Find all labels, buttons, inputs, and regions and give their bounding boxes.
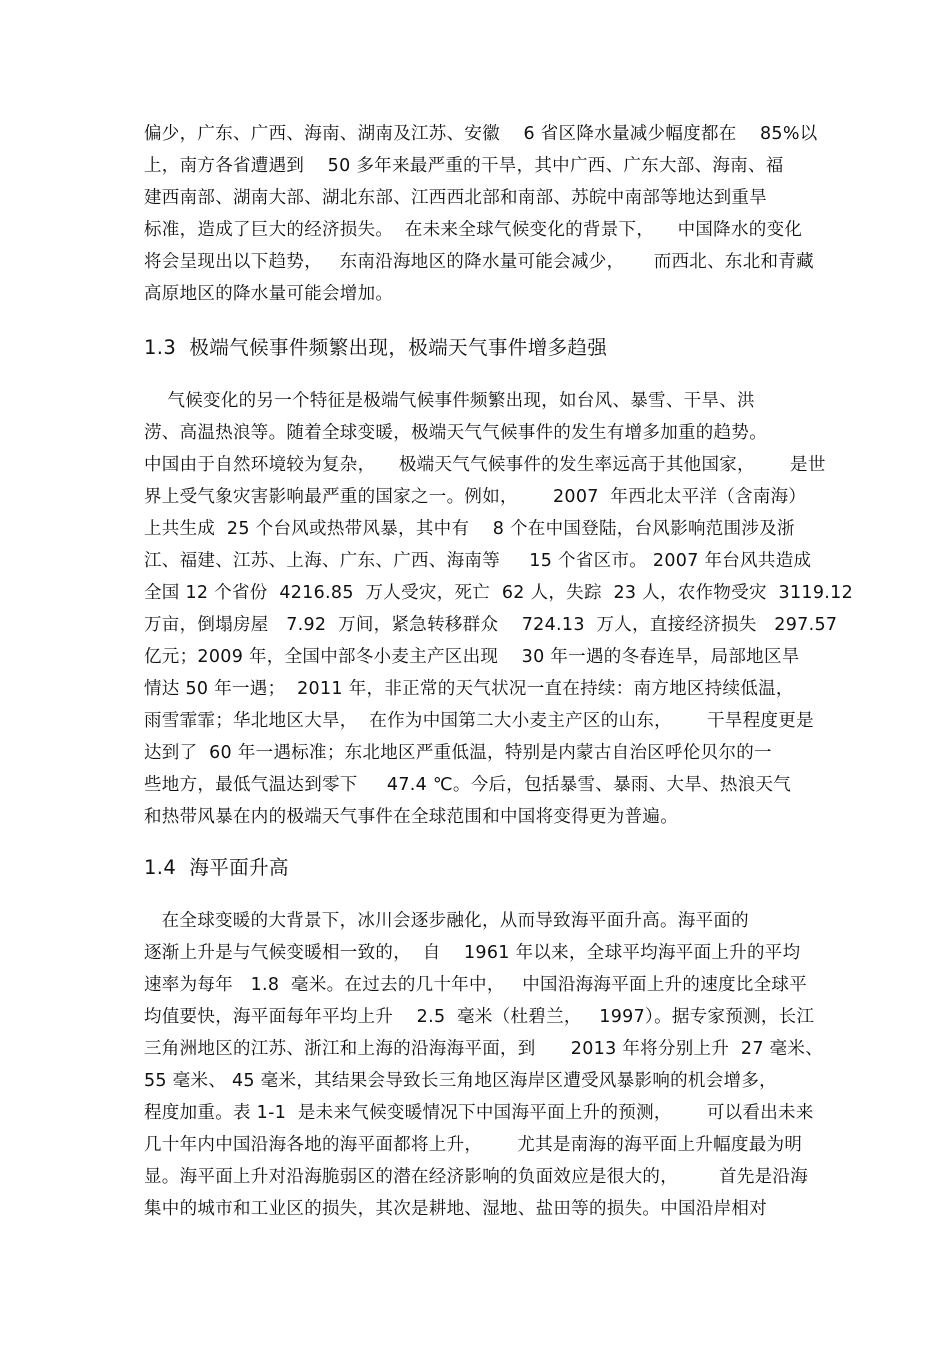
text-line: 均值要快，海平面每年平均上升 2.5 毫米（杜碧兰， 1997）。据专家预测，长江 bbox=[144, 1007, 815, 1027]
section-heading-1-4: 1.4 海平面升高 bbox=[144, 856, 289, 879]
text-line: 万亩，倒塌房屋 7.92 万间，紧急转移群众 724.13 万人，直接经济损失 297.57 bbox=[144, 615, 838, 635]
paragraph-sea-level bbox=[144, 905, 824, 1225]
text-line: 些地方，最低气温达到零下 47.4 ℃。今后，包括暴雪、暴雨、大旱、热浪天气 bbox=[144, 775, 792, 795]
text-line: 将会呈现出以下趋势， 东南沿海地区的降水量可能会减少， 而西北、东北和青藏 bbox=[144, 252, 814, 272]
paragraph-extreme-events bbox=[144, 385, 854, 833]
text-line: 气候变化的另一个特征是极端气候事件频繁出现，如台风、暴雪、干旱、洪 bbox=[144, 391, 755, 411]
text-line: 亿元；2009 年，全国中部冬小麦主产区出现 30 年一遇的冬春连旱，局部地区旱 bbox=[144, 647, 800, 667]
text-line: 速率为每年 1.8 毫米。在过去的几十年中， 中国沿海海平面上升的速度比全球平 bbox=[144, 975, 808, 995]
text-line: 三角洲地区的江苏、浙江和上海的沿海海平面，到 2013 年将分别上升 27 毫米、 bbox=[144, 1039, 824, 1059]
text-line: 江、福建、江苏、上海、广东、广西、海南等 15 个省区市。 2007 年台风共造成 bbox=[144, 551, 812, 571]
text-line: 涝、高温热浪等。随着全球变暖，极端天气气候事件的发生有增多加重的趋势。 bbox=[144, 423, 767, 443]
text-line: 集中的城市和工业区的损失，其次是耕地、湿地、盐田等的损失。中国沿岸相对 bbox=[144, 1199, 767, 1219]
text-line: 几十年内中国沿海各地的海平面都将上升， 尤其是南海的海平面上升幅度最为明 bbox=[144, 1135, 803, 1155]
text-line: 上，南方各省遭遇到 50 多年来最严重的干旱，其中广西、广东大部、海南、福 bbox=[144, 156, 784, 176]
section-heading-1-3: 1.3 极端气候事件频繁出现，极端天气事件增多趋强 bbox=[144, 336, 608, 359]
text-line: 中国由于自然环境较为复杂， 极端天气气候事件的发生率远高于其他国家， 是世 bbox=[144, 455, 826, 475]
text-line: 程度加重。表 1-1 是未来气候变暖情况下中国海平面上升的预测， 可以看出未来 bbox=[144, 1103, 814, 1123]
text-line: 情达 50 年一遇； 2011 年，非正常的天气状况一直在持续：南方地区持续低温， bbox=[144, 679, 794, 699]
text-line: 标准，造成了巨大的经济损失。 在未来全球气候变化的背景下， 中国降水的变化 bbox=[144, 220, 803, 240]
text-line: 逐渐上升是与气候变暖相一致的， 自 1961 年以来，全球平均海平面上升的平均 bbox=[144, 943, 801, 963]
text-line: 显。海平面上升对沿海脆弱区的潜在经济影响的负面效应是很大的， 首先是沿海 bbox=[144, 1167, 809, 1187]
paragraph-precipitation bbox=[144, 118, 818, 310]
text-line: 上共生成 25 个台风或热带风暴，其中有 8 个在中国登陆，台风影响范围涉及浙 bbox=[144, 519, 795, 539]
text-line: 55 毫米、 45 毫米，其结果会导致长三角地区海岸区遭受风暴影响的机会增多， bbox=[144, 1071, 777, 1091]
text-line: 偏少，广东、广西、海南、湖南及江苏、安徽 6 省区降水量减少幅度都在 85%以 bbox=[144, 124, 818, 144]
text-line: 高原地区的降水量可能会增加。 bbox=[144, 284, 394, 304]
text-line: 全国 12 个省份 4216.85 万人受灾，死亡 62 人，失踪 23 人，农作物受灾 3119.12 bbox=[144, 583, 854, 603]
text-line: 建西南部、湖南大部、湖北东部、江西西北部和南部、苏皖中南部等地达到重旱 bbox=[144, 188, 767, 208]
text-line: 达到了 60 年一遇标准；东北地区严重低温，特别是内蒙古自治区呼伦贝尔的一 bbox=[144, 743, 772, 763]
text-line: 和热带风暴在内的极端天气事件在全球范围和中国将变得更为普遍。 bbox=[144, 807, 678, 827]
text-line: 在全球变暖的大背景下，冰川会逐步融化，从而导致海平面升高。海平面的 bbox=[144, 911, 749, 931]
text-line: 界上受气象灾害影响最严重的国家之一。例如， 2007 年西北太平洋（含南海） bbox=[144, 487, 807, 507]
text-line: 雨雪霏霏；华北地区大旱， 在作为中国第二大小麦主产区的山东， 干旱程度更是 bbox=[144, 711, 814, 731]
